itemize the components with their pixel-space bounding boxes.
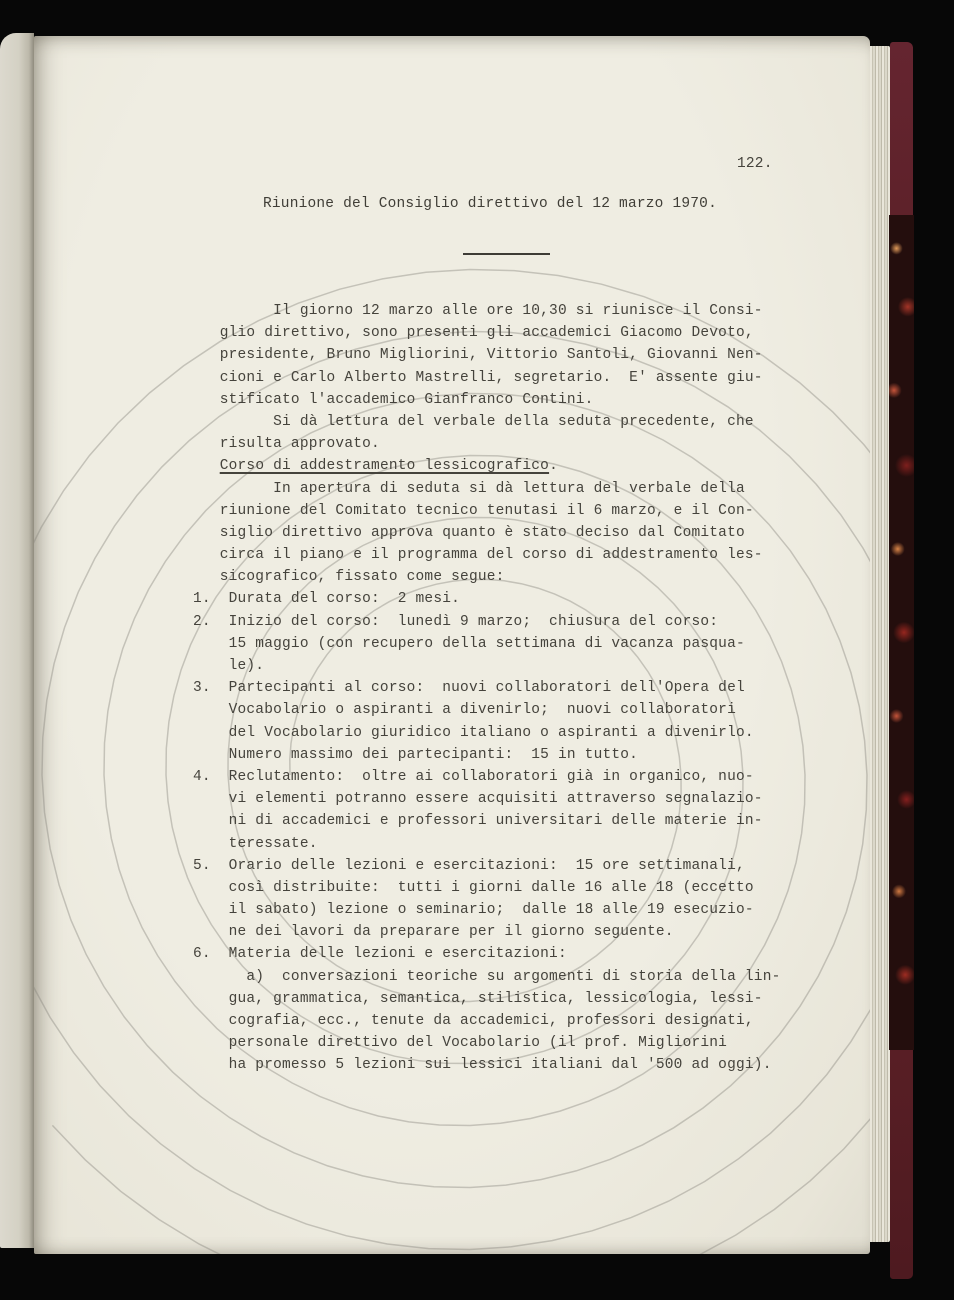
page-number: 122. [737,156,773,172]
text-line: sicografico, fissato come segue: [193,569,505,586]
text-line: Si dà lettura del verbale della seduta precedente, che [193,413,754,430]
text-line: Il giorno 12 marzo alle ore 10,30 si riunisce il Consi- [193,303,763,319]
list-item-line: cografia, ecc., tenute da accademici, professori designati, [193,1013,754,1029]
list-item-line: 5. Orario delle lezioni e esercitazioni: 15 ore settimanali, [193,857,745,874]
text-line: risulta approvato. [193,436,380,453]
list-item-line: il sabato) lezione o seminario; dalle 18 alle 19 esecuzio- [193,902,754,919]
text-line: In apertura di seduta si dà lettura del verbale della [193,480,745,497]
list-item-line: 15 maggio (con recupero della settimana di vacanza pasqua- [193,635,745,652]
typewritten-text [193,300,781,1077]
facing-page-edge [0,33,34,1248]
separator-rule [463,253,550,255]
list-item-line: gua, grammatica, semantica, stilistica, lessicologia, lessi- [193,990,763,1007]
list-item-line: del Vocabolario giuridico italiano o aspiranti a divenirlo. [193,724,754,741]
list-item-line: personale direttivo del Vocabolario (il prof. Migliorini [193,1035,728,1052]
text-line: presidente, Bruno Migliorini, Vittorio Santoli, Giovanni Nen- [193,347,763,364]
list-item-line: ni di accademici e professori universitari delle materie in- [193,813,763,830]
text-line: stificato l'accademico Gianfranco Contini. [193,391,594,408]
text-line: riunione del Comitato tecnico tenutasi il 6 marzo, e il Con- [193,502,754,519]
list-item-line: 4. Reclutamento: oltre ai collaboratori già in organico, nuo- [193,768,754,785]
page-title: Riunione del Consiglio direttivo del 12 marzo 1970. [263,196,717,212]
section-heading [193,455,781,477]
list-item-line: vi elementi potranno essere acquisiti attraverso segnalazio- [193,791,763,808]
text-line: circa il piano e il programma del corso di addestramento les- [193,547,763,564]
list-item-line: 2. Inizio del corso: lunedì 9 marzo; chiusura del corso: [193,613,719,630]
list-item-line: le). [193,658,265,674]
list-item-line: Numero massimo dei partecipanti: 15 in tutto. [193,746,639,763]
marbled-board-edge [889,215,914,1050]
list-item-line: Vocabolario o aspiranti a divenirlo; nuovi collaboratori [193,702,736,719]
list-item-line: ha promesso 5 lezioni sui lessici italiani dal '500 ad oggi). [193,1057,772,1074]
page-edges [870,46,890,1242]
heading-period: . [549,458,558,475]
text-line: siglio direttivo approva quanto è stato deciso dal Comitato [193,524,745,541]
text-line: cioni e Carlo Alberto Mastrelli, segretario. E' assente giu- [193,369,763,386]
list-item-line: ne dei lavori da preparare per il giorno seguente. [193,924,674,941]
list-item-line: 6. Materia delle lezioni e esercitazioni: [193,946,567,963]
list-item-line: a) conversazioni teoriche su argomenti di storia della lin- [193,968,781,985]
book-page [34,36,870,1254]
list-item-line: 1. Durata del corso: 2 mesi. [193,591,461,608]
list-item-line: teressate. [193,835,318,852]
list-item-line: così distribuite: tutti i giorni dalle 16 alle 18 (eccetto [193,879,754,896]
heading-lead [193,458,220,474]
heading-text: Corso di addestramento lessicografico [219,458,550,475]
list-item-line: 3. Partecipanti al corso: nuovi collaboratori dell'Opera del [193,680,745,697]
text-line: glio direttivo, sono presenti gli accademici Giacomo Devoto, [193,325,754,342]
